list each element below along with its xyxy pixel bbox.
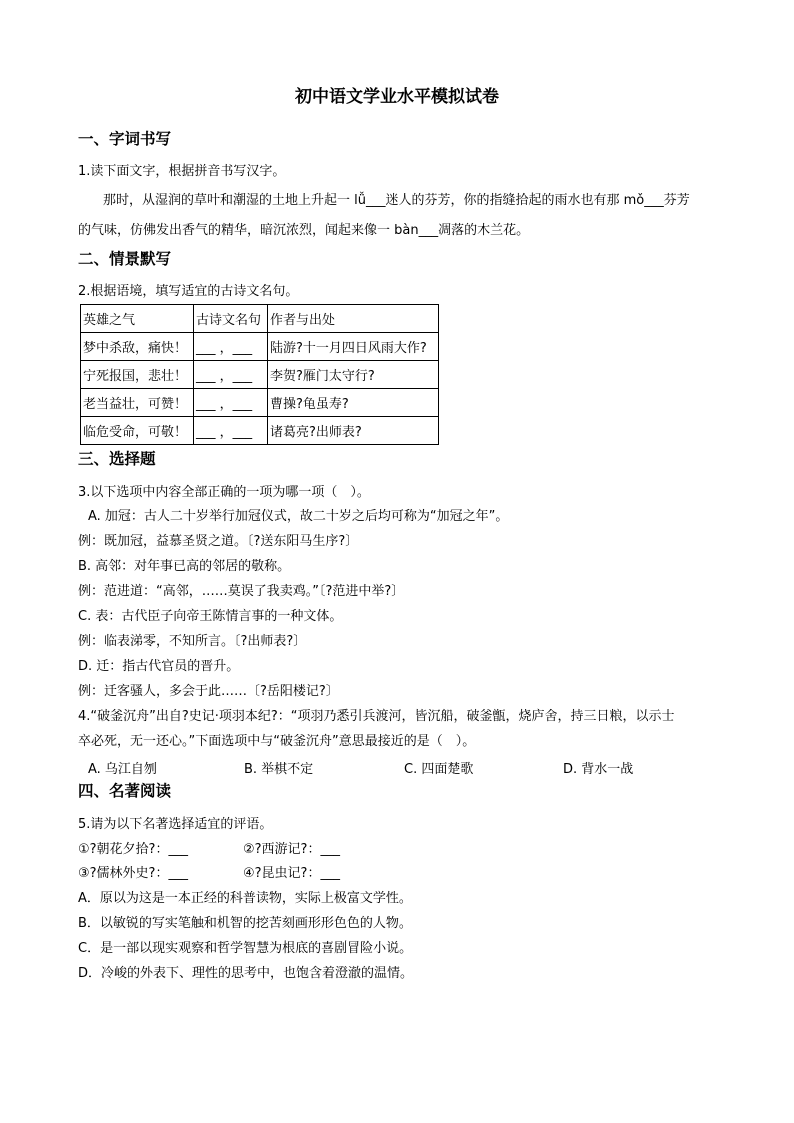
poetry-table (80, 304, 439, 445)
question-3-line: D. 迁：指古代官员的晋升。 (78, 659, 240, 674)
table-cell: 宁死报国，悲壮！ (81, 361, 194, 389)
section-heading-3: 三、选择题 (78, 450, 156, 468)
table-cell: 梦中杀敌，痛快！ (81, 333, 194, 361)
section-heading-4: 四、名著阅读 (78, 782, 172, 800)
table-cell: 诸葛亮?出师表? (268, 417, 439, 445)
question-4-option-c[interactable]: C. 四面楚歌 (404, 762, 474, 777)
question-4-option-a[interactable]: A. 乌江自刎 (88, 762, 157, 777)
answer-blank-cell[interactable]: ___ ，___ (194, 333, 268, 361)
comment-choice-c: C．是一部以现实观察和哲学智慧为根底的喜剧冒险小说。 (78, 941, 413, 956)
section-heading-1: 一、字词书写 (78, 130, 172, 148)
table-cell: 陆游?十一月四日风雨大作? (268, 333, 439, 361)
question-1-passage-line-2: 的气味，仿佛发出香气的精华，暗沉浓烈，闻起来像一 bàn___凋落的木兰花。 (78, 223, 530, 238)
table-row (81, 361, 439, 389)
answer-blank-cell[interactable]: ___ ，___ (194, 417, 268, 445)
question-3-line: 例：迁客骚人，多会于此……〔?岳阳楼记?〕 (78, 684, 339, 699)
question-5-prompt: 5.请为以下名著选择适宜的评语。 (78, 817, 273, 832)
comment-choice-d: D．冷峻的外表下、理性的思考中，也饱含着澄澈的温情。 (78, 966, 414, 981)
table-header-cell: 古诗文名句 (194, 305, 268, 333)
table-header-row (81, 305, 439, 333)
question-3-prompt: 3.以下选项中内容全部正确的一项为哪一项（ ）。 (78, 485, 370, 500)
table-cell: 临危受命，可敬！ (81, 417, 194, 445)
question-4-option-b[interactable]: B. 举棋不定 (244, 762, 314, 777)
question-1-passage-line-1: 那时，从湿润的草叶和潮湿的土地上升起一 lǚ___迷人的芬芳，你的指缝拾起的雨水也有那 mǒ___芬芳 (103, 193, 690, 208)
table-row (81, 333, 439, 361)
question-3-line: 例：临表涕零，不知所言。〔?出师表?〕 (78, 634, 307, 649)
question-3-line: A. 加冠：古人二十岁举行加冠仪式，故二十岁之后均可称为“加冠之年”。 (88, 509, 509, 524)
book-blank-1: ①?朝花夕拾?：___ (78, 842, 188, 857)
table-row (81, 417, 439, 445)
question-3-line: C. 表：古代臣子向帝王陈情言事的一种文体。 (78, 609, 343, 624)
question-4-prompt-line-1: 4.“破釜沉舟”出自?史记·项羽本纪?：“项羽乃悉引兵渡河，皆沉船，破釜甑，烧庐舍，持三日粮，以示士 (78, 709, 675, 724)
table-cell: 老当益壮，可赞！ (81, 389, 194, 417)
question-4-prompt-line-2: 卒必死，无一还心。”下面选项中与“破釜沉舟”意思最接近的是（ ）。 (78, 734, 476, 749)
table-cell: 曹操?龟虽寿? (268, 389, 439, 417)
question-4-option-d[interactable]: D. 背水一战 (563, 762, 634, 777)
table-header-cell: 作者与出处 (268, 305, 439, 333)
answer-blank-cell[interactable]: ___ ，___ (194, 361, 268, 389)
comment-choice-a: A．原以为这是一本正经的科普读物，实际上极富文学性。 (78, 891, 412, 906)
book-blank-2: ②?西游记?：___ (243, 842, 340, 857)
question-2-prompt: 2.根据语境，填写适宜的古诗文名句。 (78, 284, 299, 299)
question-1-prompt: 1.读下面文字，根据拼音书写汉字。 (78, 164, 286, 179)
question-3-line: 例：范进道：“高邻，……莫误了我卖鸡。”〔?范进中举?〕 (78, 584, 405, 599)
question-3-line: B. 高邻：对年事已高的邻居的敬称。 (78, 559, 291, 574)
table-row (81, 389, 439, 417)
comment-choice-b: B．以敏锐的写实笔触和机智的挖苦刻画形形色色的人物。 (78, 916, 412, 931)
book-blank-4: ④?昆虫记?：___ (243, 866, 340, 881)
book-blank-3: ③?儒林外史?：___ (78, 866, 188, 881)
question-3-line: 例：既加冠，益慕圣贤之道。〔?送东阳马生序?〕 (78, 534, 359, 549)
table-header-cell: 英雄之气 (81, 305, 194, 333)
answer-blank-cell[interactable]: ___ ，___ (194, 389, 268, 417)
section-heading-2: 二、情景默写 (78, 250, 172, 268)
page-title: 初中语文学业水平模拟试卷 (295, 87, 499, 107)
table-cell: 李贺?雁门太守行? (268, 361, 439, 389)
